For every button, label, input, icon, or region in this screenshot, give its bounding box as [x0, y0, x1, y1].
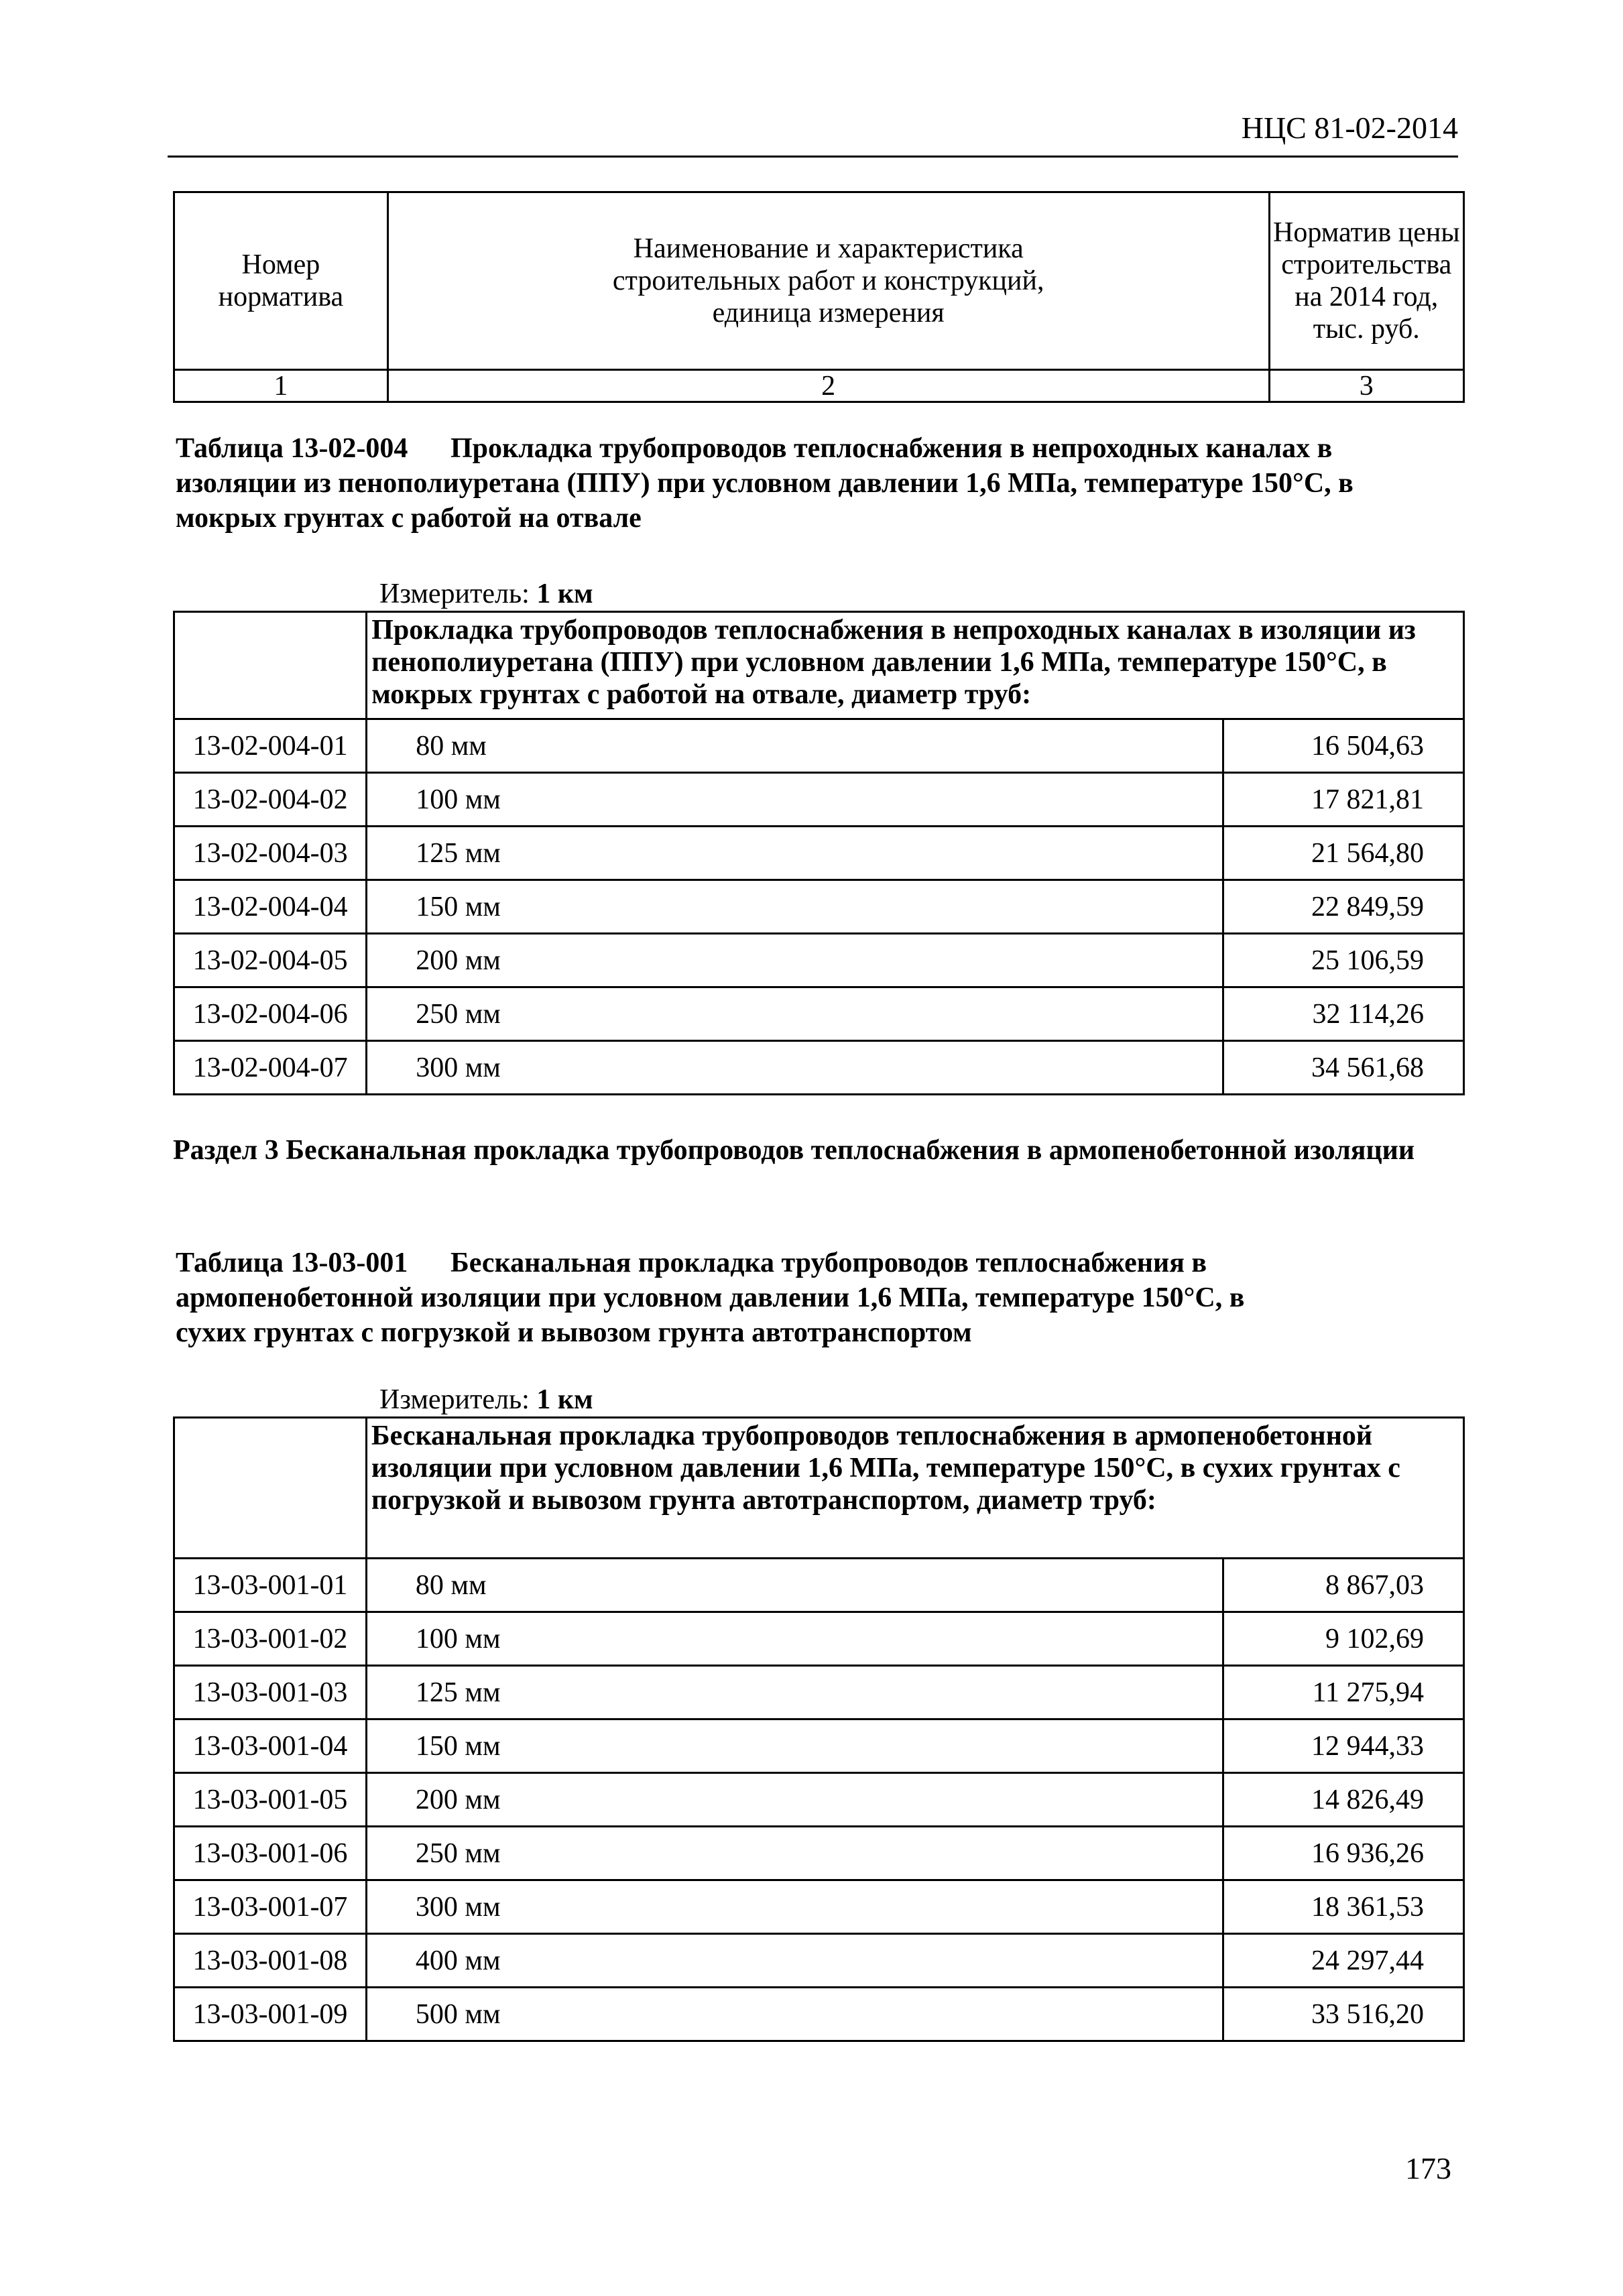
table1-meter-label: Измеритель: [379, 579, 530, 609]
row-name: 100 мм [367, 773, 1223, 827]
row-price: 8 867,03 [1223, 1559, 1464, 1612]
row-name: 150 мм [366, 1719, 1223, 1773]
row-name: 200 мм [367, 934, 1223, 987]
table1-meter-value: 1 км [536, 579, 593, 609]
row-code: 13-03-001-06 [174, 1827, 367, 1880]
row-code: 13-02-004-04 [174, 880, 367, 934]
row-name: 125 мм [366, 1666, 1223, 1719]
row-price: 14 826,49 [1223, 1773, 1464, 1827]
table-row [174, 1612, 1464, 1666]
row-price: 17 821,81 [1223, 773, 1464, 827]
row-name: 300 мм [366, 1880, 1223, 1934]
row-code: 13-02-004-03 [174, 827, 367, 880]
table-row [174, 1719, 1464, 1773]
row-name: 80 мм [367, 719, 1223, 773]
row-price: 21 564,80 [1223, 827, 1464, 880]
row-name: 500 мм [366, 1988, 1223, 2041]
table-row [174, 1880, 1464, 1934]
row-name: 150 мм [367, 880, 1223, 934]
header-num-2: 2 [387, 370, 1269, 402]
page-number: 173 [1405, 2151, 1451, 2185]
table-row [174, 1041, 1464, 1095]
table2-title [176, 1246, 1463, 1348]
row-price: 18 361,53 [1223, 1880, 1464, 1934]
table1-label: Таблица 13-02-004 [176, 433, 408, 464]
header-col-name: Наименование и характеристика строительных работ и конструкций, единица измерения [387, 192, 1269, 370]
row-code: 13-03-001-05 [174, 1773, 367, 1827]
row-code: 13-02-004-06 [174, 987, 367, 1041]
row-code: 13-03-001-01 [174, 1559, 367, 1612]
row-name: 400 мм [366, 1934, 1223, 1988]
table1-meter [379, 577, 593, 611]
column-header-table [173, 191, 1465, 403]
table2-caption: Бесканальная прокладка трубопроводов теплоснабжения в армопенобетонной изоляции при условном давлении 1,6 МПа, температуре 150°С, в сухих грунтах с погрузкой и вывозом грунта автотранспортом, диаметр труб: [366, 1418, 1463, 1559]
table2-label: Таблица 13-03-001 [176, 1248, 408, 1278]
table-row [174, 719, 1464, 773]
row-name: 125 мм [367, 827, 1223, 880]
table1-caption-empty [174, 612, 367, 719]
row-price: 24 297,44 [1223, 1934, 1464, 1988]
row-code: 13-02-004-01 [174, 719, 367, 773]
row-price: 34 561,68 [1223, 1041, 1464, 1095]
row-code: 13-03-001-02 [174, 1612, 367, 1666]
page-header [168, 101, 1458, 158]
table-row [174, 1666, 1464, 1719]
table-row [174, 1559, 1464, 1612]
table-row [174, 1934, 1464, 1988]
row-name: 80 мм [366, 1559, 1223, 1612]
row-code: 13-03-001-09 [174, 1988, 367, 2041]
header-col-number: Номер норматива [174, 192, 388, 370]
row-name: 250 мм [366, 1827, 1223, 1880]
row-name: 200 мм [366, 1773, 1223, 1827]
row-price: 22 849,59 [1223, 880, 1464, 934]
row-code: 13-03-001-08 [174, 1934, 367, 1988]
table-row [174, 987, 1464, 1041]
row-price: 16 504,63 [1223, 719, 1464, 773]
section-heading: Раздел 3 Бесканальная прокладка трубопроводов теплоснабжения в армопенобетонной изоляции [173, 1135, 1415, 1166]
row-code: 13-02-004-02 [174, 773, 367, 827]
table-row [174, 1773, 1464, 1827]
row-name: 300 мм [367, 1041, 1223, 1095]
row-code: 13-03-001-04 [174, 1719, 367, 1773]
table-row [174, 1988, 1464, 2041]
table1-title [176, 431, 1463, 534]
row-name: 100 мм [366, 1612, 1223, 1666]
row-name: 250 мм [367, 987, 1223, 1041]
table2-meter [379, 1383, 593, 1416]
table-row [174, 827, 1464, 880]
row-code: 13-02-004-05 [174, 934, 367, 987]
table1 [173, 611, 1465, 1095]
header-num-3: 3 [1269, 370, 1463, 402]
table-row [174, 934, 1464, 987]
table2-meter-label: Измеритель: [379, 1384, 530, 1415]
table-row [174, 1827, 1464, 1880]
table-row [174, 880, 1464, 934]
header-col-price: Норматив цены строительства на 2014 год, тыс. руб. [1269, 192, 1463, 370]
row-code: 13-03-001-07 [174, 1880, 367, 1934]
table-row [174, 773, 1464, 827]
row-price: 32 114,26 [1223, 987, 1464, 1041]
header-num-1: 1 [174, 370, 388, 402]
table1-caption: Прокладка трубопроводов теплоснабжения в непроходных каналах в изоляции из пенополиуретана (ППУ) при условном давлении 1,6 МПа, температуре 150°С, в мокрых грунтах с работой на отвале, диаметр труб: [367, 612, 1464, 719]
row-price: 16 936,26 [1223, 1827, 1464, 1880]
document-code: НЦС 81-02-2014 [1241, 111, 1458, 145]
table2 [173, 1416, 1465, 2042]
table2-meter-value: 1 км [536, 1384, 593, 1415]
table2-caption-empty [174, 1418, 367, 1559]
table2-title-text: Бесканальная прокладка трубопроводов теплоснабжения в армопенобетонной изоляции при условном давлении 1,6 МПа, температуре 150°С, в сухих грунтах с погрузкой и вывозом грунта автотранспортом [176, 1248, 1245, 1348]
row-price: 12 944,33 [1223, 1719, 1464, 1773]
table1-title-text: Прокладка трубопроводов теплоснабжения в непроходных каналах в изоляции из пенополиуретана (ППУ) при условном давлении 1,6 МПа, температуре 150°С, в мокрых грунтах с работой на отвале [176, 433, 1354, 534]
row-code: 13-03-001-03 [174, 1666, 367, 1719]
row-price: 11 275,94 [1223, 1666, 1464, 1719]
row-code: 13-02-004-07 [174, 1041, 367, 1095]
row-price: 33 516,20 [1223, 1988, 1464, 2041]
row-price: 9 102,69 [1223, 1612, 1464, 1666]
row-price: 25 106,59 [1223, 934, 1464, 987]
